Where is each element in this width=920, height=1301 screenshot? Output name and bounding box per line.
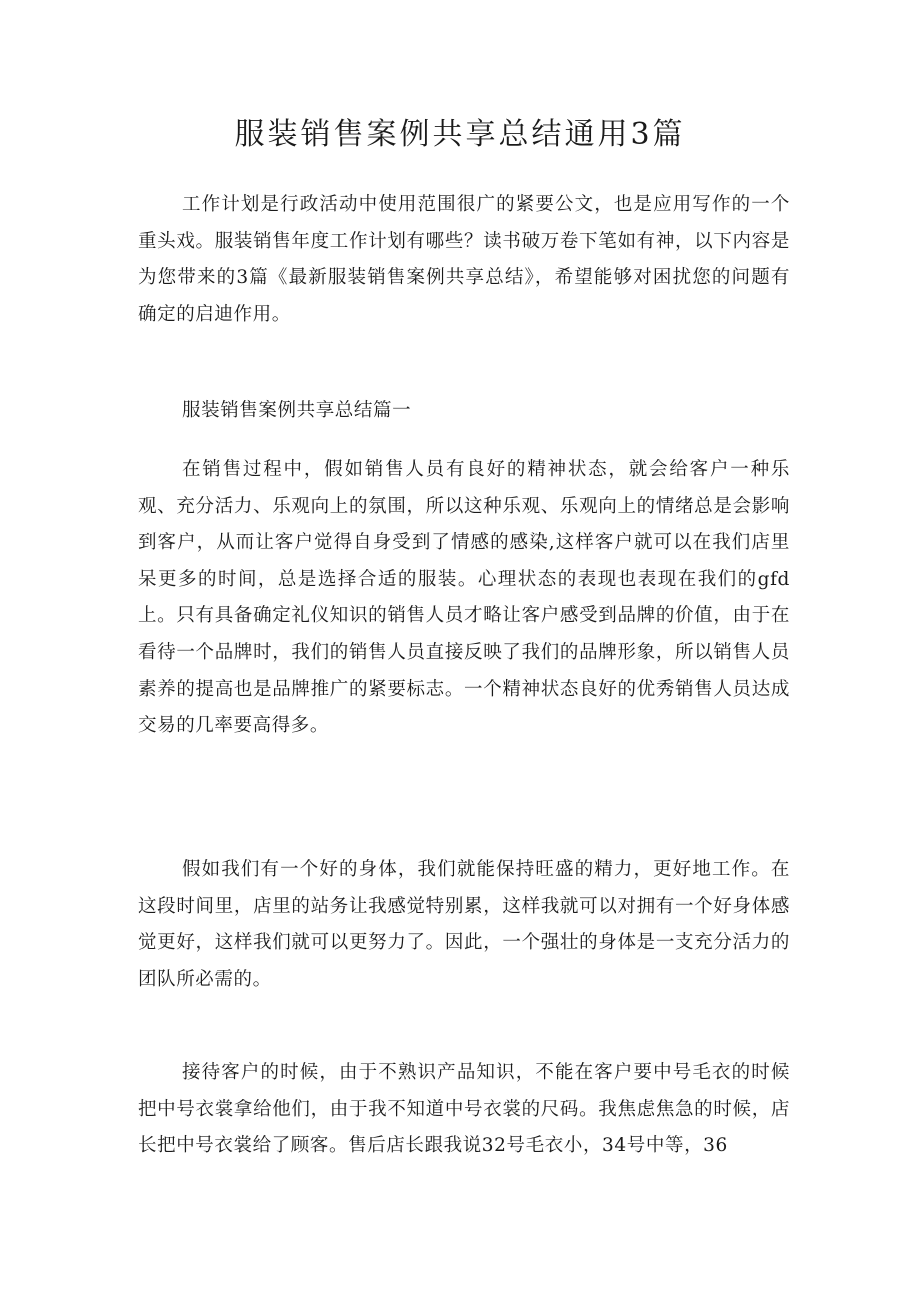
body-paragraph: 接待客户的时候，由于不熟识产品知识，不能在客户要中号毛衣的时候把中号衣裳拿给他们，由于我不知道中号衣裳的尺码。我焦虑焦急的时候，店长把中号衣裳给了顾客。售后店长跟我说32号毛衣小，34号中等，36	[138, 1062, 790, 1157]
body-paragraph: 在销售过程中，假如销售人员有良好的精神状态，就会给客户一种乐观、充分活力、乐观向上的氛围，所以这种乐观、乐观向上的情绪总是会影响到客户，从而让客户觉得自身受到了情感的感染,这样客户就可以在我们店里呆更多的时间，总是选择合适的服装。心理状态的表现也表现在我们的gfd上。只有具备确定礼仪知识的销售人员才略让客户感受到品牌的价值，由于在看待一个品牌时，我们的销售人员直接反映了我们的品牌形象，所以销售人员素养的提高也是品牌推广的紧要标志。一个精神状态良好的优秀销售人员达成交易的几率要高得多。	[138, 459, 790, 737]
body-paragraph: 假如我们有一个好的身体，我们就能保持旺盛的精力，更好地工作。在这段时间里，店里的站务让我感觉特别累，这样我就可以对拥有一个好身体感觉更好，这样我们就可以更努力了。因此，一个强壮的身体是一支充分活力的团队所必需的。	[138, 859, 790, 990]
section-heading: 服装销售案例共享总结篇一	[182, 400, 412, 421]
document-title: 服装销售案例共享总结通用3篇	[234, 117, 686, 152]
intro-paragraph: 工作计划是行政活动中使用范围很广的紧要公文，也是应用写作的一个重头戏。服装销售年度工作计划有哪些？读书破万卷下笔如有神，以下内容是为您带来的3篇《最新服装销售案例共享总结》，希望能够对困扰您的问题有确定的启迪作用。	[138, 194, 790, 325]
